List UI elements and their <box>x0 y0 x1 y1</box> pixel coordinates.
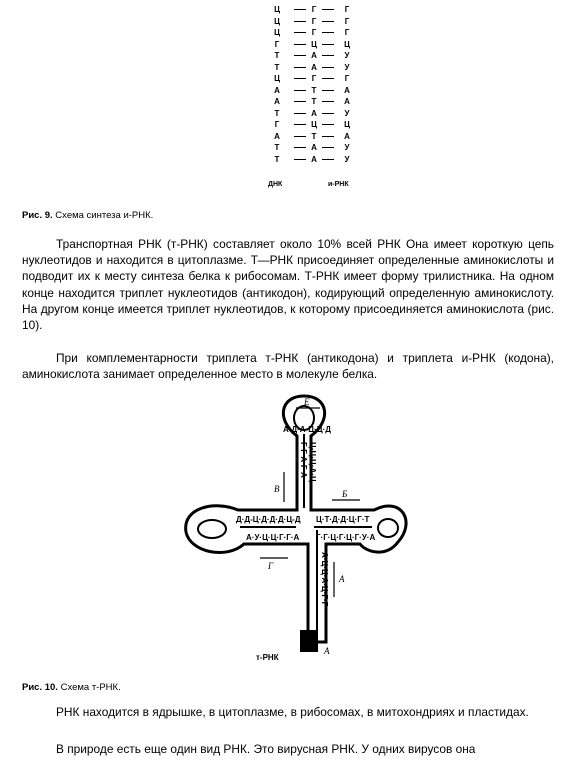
label-E: Е <box>304 397 310 407</box>
rna-base: А <box>344 85 350 95</box>
rna-base: Г <box>344 5 350 14</box>
pair-row <box>294 73 334 85</box>
pair-row <box>294 131 334 143</box>
pair-line <box>294 101 306 102</box>
pair-base: Г <box>311 28 317 37</box>
pair-base: А <box>311 51 317 60</box>
left-arm-top-bases: Д·Д-Ц·Д·Д·Д·Ц-Д <box>236 515 301 524</box>
dna-base: Т <box>274 143 280 152</box>
pair-base: Ц <box>311 39 317 49</box>
dna-base: Г <box>274 39 280 49</box>
top-stem-right-bases: Ц·Ц·Ц·А·Ц <box>308 442 317 482</box>
pair-line <box>322 147 334 148</box>
pair-line <box>322 44 334 45</box>
pair-row <box>294 50 334 62</box>
rna-base: Г <box>344 74 350 83</box>
label-A-end: А <box>324 646 330 656</box>
label-G: Г <box>268 561 274 571</box>
pair-line <box>322 159 334 160</box>
rna-base: А <box>344 97 350 106</box>
dna-base: Г <box>274 120 280 129</box>
pair-line <box>322 78 334 79</box>
right-loop-hole <box>378 519 398 537</box>
caption-text: Схема т-РНК. <box>57 682 121 693</box>
mrna-strand <box>340 4 354 165</box>
pair-line <box>322 21 334 22</box>
dna-base: А <box>274 97 280 106</box>
mrna-label: и-РНК <box>328 181 349 188</box>
pair-line <box>322 67 334 68</box>
pair-row <box>294 154 334 166</box>
rna-base: Ц <box>344 39 350 49</box>
dna-base: Ц <box>274 74 280 83</box>
dna-base: Т <box>274 62 280 72</box>
base-pairing-lines <box>294 4 334 165</box>
top-loop-bases: А·Д·А·Ц·Ц·Д <box>283 425 331 434</box>
left-arm-bottom-bases: А·У·Ц·Ц·Г·Г·А <box>246 533 300 542</box>
dna-base: Ц <box>274 28 280 37</box>
paragraph-viral-rna: В природе есть еще один вид РНК. Это вирусная РНК. У одних вирусов она <box>56 742 476 756</box>
dna-base: Т <box>274 108 280 118</box>
dna-base: А <box>274 131 280 141</box>
paragraph-rna-location: РНК находится в ядрышке, в цитоплазме, в рибосомах, в митохондриях и пластидах. <box>56 705 529 719</box>
acceptor-bases: А·Ц·Ц·А·Ц·Г·Г <box>320 552 329 607</box>
pair-line <box>322 124 334 125</box>
figure-10-caption <box>22 682 121 694</box>
pair-line <box>322 55 334 56</box>
dna-base: Ц <box>274 5 280 14</box>
pair-row <box>294 62 334 74</box>
pair-row <box>294 16 334 28</box>
pair-line <box>294 136 306 137</box>
pair-base: А <box>311 62 317 72</box>
pair-row <box>294 4 334 16</box>
pair-line <box>294 147 306 148</box>
pair-base: Г <box>311 16 317 26</box>
label-A-side: А <box>339 574 345 584</box>
pair-line <box>294 21 306 22</box>
right-arm-top-bases: Ц·Т·Д·Д·Ц·Г·Т <box>316 515 370 524</box>
pair-row <box>294 39 334 51</box>
rna-base: У <box>344 143 350 152</box>
pair-base: Т <box>311 131 317 141</box>
dna-base: Ц <box>274 16 280 26</box>
paragraph-trna: Транспортная РНК (т-РНК) составляет около 10% всей РНК Она имеет короткую цепь нуклеотидов и находится в цитоплазме. Т—РНК присоединяет определенные аминокислоты и подводит их к месту синтеза белка к рибосомам. Т-РНК имеет форму трилистника. На одном конце находится триплет нуклеотидов (антикодон), кодирующий определенную аминокислоту. На другом конце имеется триплет нуклеотидов, к которому присоединяется аминокислота (рис. 10). <box>22 237 554 333</box>
pair-row <box>294 108 334 120</box>
pair-line <box>322 90 334 91</box>
rna-base: Г <box>344 16 350 26</box>
pair-line <box>294 124 306 125</box>
rna-base: А <box>344 131 350 141</box>
pair-row <box>294 96 334 108</box>
label-V: В <box>274 484 280 494</box>
label-B: Б <box>342 489 348 499</box>
dna-base: Т <box>274 51 280 60</box>
pair-line <box>322 136 334 137</box>
caption-label: Рис. 9. <box>22 210 53 221</box>
pair-line <box>322 32 334 33</box>
pair-line <box>294 159 306 160</box>
trna-label: т-РНК <box>256 653 279 662</box>
pair-row <box>294 85 334 97</box>
pair-line <box>294 67 306 68</box>
acceptor-end-block <box>300 630 318 652</box>
dna-base: А <box>274 85 280 95</box>
figure-10-trna-scheme <box>176 392 426 667</box>
pair-row <box>294 142 334 154</box>
pair-base: А <box>311 108 317 118</box>
caption-label: Рис. 10. <box>22 682 58 693</box>
rna-base: У <box>344 154 350 164</box>
pair-line <box>322 113 334 114</box>
rna-base: У <box>344 62 350 72</box>
pair-line <box>322 101 334 102</box>
pair-line <box>294 32 306 33</box>
dna-strand <box>270 4 284 165</box>
right-arm-bottom-bases: Г·Г·Ц·Г·Ц·Г·У·А <box>316 533 376 542</box>
pair-base: Ц <box>311 120 317 129</box>
pair-base: Т <box>311 85 317 95</box>
pair-line <box>294 55 306 56</box>
trna-cloverleaf-diagram <box>176 392 426 667</box>
pair-line <box>294 90 306 91</box>
top-stem-left-bases: Г·Г·А·Г·А <box>299 442 308 478</box>
rna-base: У <box>344 51 350 60</box>
pair-base: А <box>311 143 317 152</box>
pair-base: Г <box>311 5 317 14</box>
pair-base: А <box>311 154 317 164</box>
paragraph-complementarity: При комплементарности триплета т-РНК (антикодона) и триплета и-РНК (кодона), аминокислота занимает определенное место в молекуле белка. <box>22 351 554 382</box>
pair-row <box>294 27 334 39</box>
dna-base: Т <box>274 154 280 164</box>
caption-text: Схема синтеза и-РНК. <box>52 210 154 221</box>
figure-9-caption <box>22 210 153 222</box>
rna-base: У <box>344 108 350 118</box>
pair-line <box>294 9 306 10</box>
pair-row <box>294 119 334 131</box>
pair-base: Т <box>311 97 317 106</box>
rna-base: Ц <box>344 120 350 129</box>
pair-line <box>322 9 334 10</box>
pair-line <box>294 113 306 114</box>
figure-9-dna-mrna-scheme <box>250 0 370 198</box>
left-loop-hole <box>198 520 226 538</box>
dna-label: ДНК <box>268 181 283 188</box>
pair-line <box>294 44 306 45</box>
pair-base: Г <box>311 74 317 83</box>
rna-base: Г <box>344 28 350 37</box>
pair-line <box>294 78 306 79</box>
